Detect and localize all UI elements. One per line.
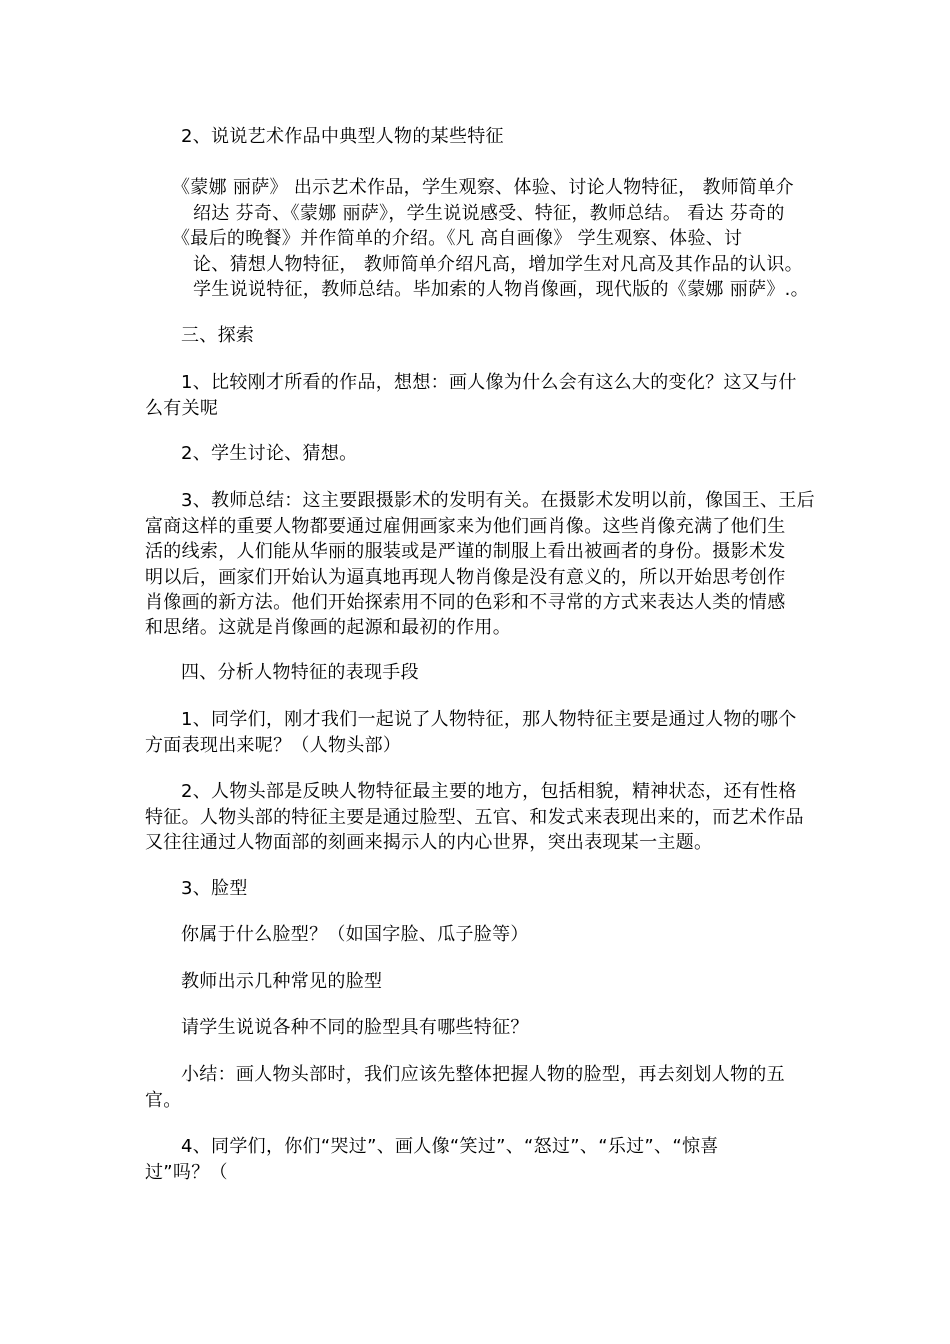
paragraph-line: 过”吗？（: [145, 1162, 228, 1183]
section-heading-analysis: 四、分析人物特征的表现手段: [181, 662, 419, 683]
paragraph-line: 么有关呢: [145, 398, 219, 419]
section-heading-explore: 三、探索: [181, 325, 255, 346]
paragraph-line: 明以后，画家们开始认为逼真地再现人物肖像是没有意义的，所以开始思考创作: [145, 567, 786, 588]
subheading-face-shape: 3、脸型: [181, 878, 248, 899]
paragraph-line: 和思绪。这就是肖像画的起源和最初的作用。: [145, 617, 511, 638]
paragraph-line: 请学生说说各种不同的脸型具有哪些特征？: [181, 1017, 529, 1038]
paragraph-line: 活的线索，人们能从华丽的服装或是严谨的制服上看出被画者的身份。摄影术发: [145, 541, 786, 562]
paragraph-line: 论、猜想人物特征， 教师简单介绍凡高，增加学生对凡高及其作品的认识。: [193, 254, 803, 275]
heading-typical-figure-features: 2、说说艺术作品中典型人物的某些特征: [181, 126, 504, 147]
paragraph-line: 小结：画人物头部时，我们应该先整体把握人物的脸型，再去刻划人物的五: [181, 1064, 785, 1085]
paragraph-line: 4、同学们，你们“哭过”、画人像“笑过”、“怒过”、“乐过”、“惊喜: [181, 1136, 719, 1157]
paragraph-line: 2、学生讨论、猜想。: [181, 443, 358, 464]
paragraph-line: 绍达 芬奇、《蒙娜 丽萨》，学生说说感受、特征，教师总结。 看达 芬奇的: [193, 203, 785, 224]
paragraph-line: 3、教师总结：这主要跟摄影术的发明有关。在摄影术发明以前，像国王、王后: [181, 490, 815, 511]
paragraph-line: 肖像画的新方法。他们开始探索用不同的色彩和不寻常的方式来表达人类的情感: [145, 592, 786, 613]
paragraph-line: 方面表现出来呢？（人物头部）: [145, 735, 402, 756]
paragraph-line: 1、比较刚才所看的作品，想想：画人像为什么会有这么大的变化？这又与什: [181, 372, 797, 393]
paragraph-line: 《蒙娜 丽萨》 出示艺术作品，学生观察、体验、讨论人物特征， 教师简单介: [172, 177, 794, 198]
paragraph-line: 富商这样的重要人物都要通过雇佣画家来为他们画肖像。这些肖像充满了他们生: [145, 516, 786, 537]
paragraph-line: 2、人物头部是反映人物特征最主要的地方，包括相貌，精神状态，还有性格: [181, 781, 797, 802]
paragraph-line: 你属于什么脸型？（如国字脸、瓜子脸等）: [181, 924, 529, 945]
paragraph-line: 《最后的晚餐》并作简单的介绍。《凡 高自画像》 学生观察、体验、讨: [172, 228, 743, 249]
paragraph-line: 又往往通过人物面部的刻画来揭示人的内心世界，突出表现某一主题。: [145, 832, 713, 853]
paragraph-line: 学生说说特征，教师总结。毕加索的人物肖像画，现代版的《蒙娜 丽萨》.。: [193, 279, 809, 300]
paragraph-line: 特征。人物头部的特征主要是通过脸型、五官、和发式来表现出来的，而艺术作品: [145, 807, 804, 828]
paragraph-line: 官。: [145, 1090, 182, 1111]
paragraph-line: 教师出示几种常见的脸型: [181, 971, 383, 992]
paragraph-line: 1、同学们，刚才我们一起说了人物特征，那人物特征主要是通过人物的哪个: [181, 709, 797, 730]
